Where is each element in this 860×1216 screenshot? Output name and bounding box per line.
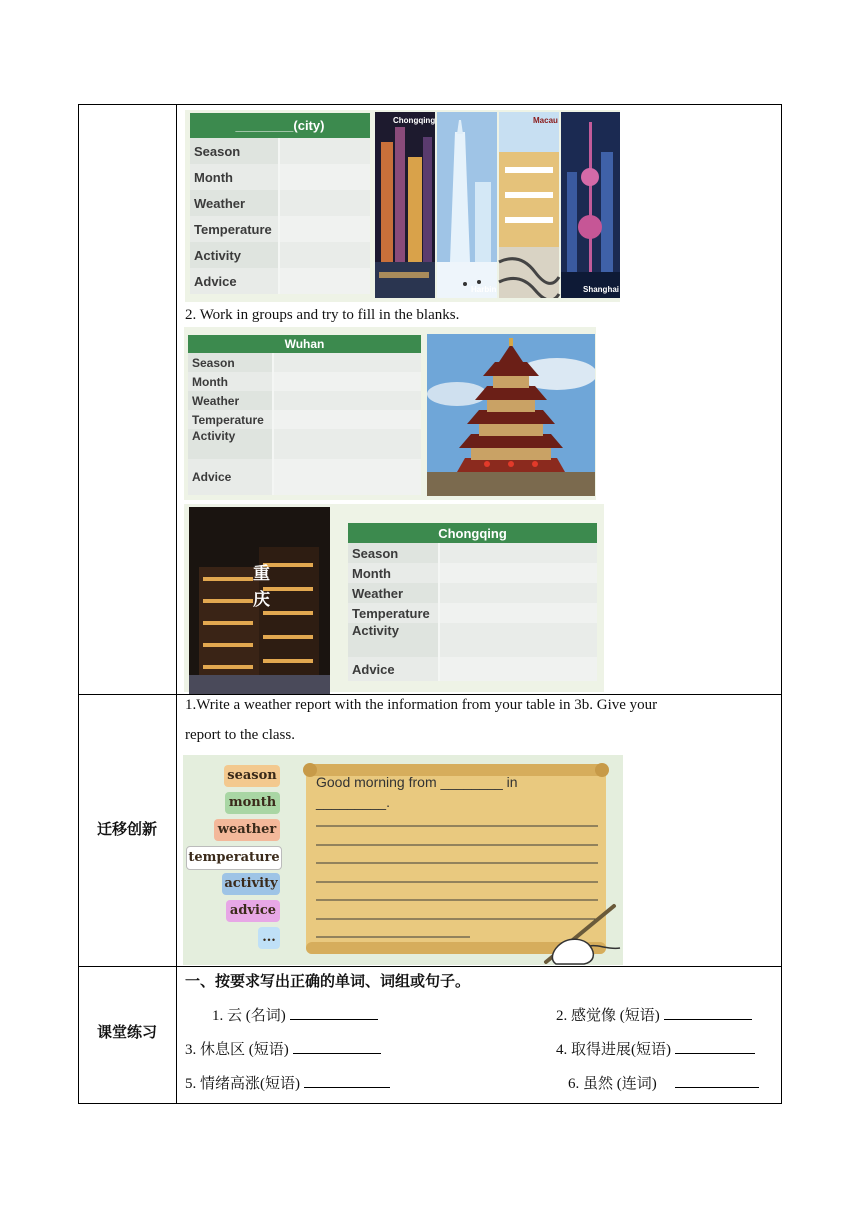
chongqing-night-photo (189, 507, 330, 694)
chongqing-photo (375, 112, 435, 298)
practice-item-3 (185, 1038, 381, 1059)
practice-heading: 一、按要求写出正确的单词、词组或句子。 (185, 972, 471, 990)
practice-item-4 (556, 1038, 755, 1059)
photo-label-harbin: Harbin (471, 285, 497, 294)
template-row-label: Temperature (190, 216, 279, 242)
table-border-left (78, 104, 79, 1104)
wuhan-row-label: Season (188, 353, 273, 372)
photo-label-shanghai: Shanghai (583, 285, 620, 294)
scroll-line-2: _________. (316, 794, 390, 810)
template-row-label: Season (190, 138, 279, 164)
city-template-table (190, 113, 370, 294)
chongqing-title: Chongqing (348, 523, 597, 543)
chongqing-table (348, 523, 597, 681)
practice-item-text: 1. 云 (名词) (212, 1008, 286, 1024)
tag-weather: weather (214, 819, 280, 841)
photo-label-chongqing: Chongqing (393, 116, 436, 125)
table-border-bottom (78, 1103, 782, 1104)
city-template-title: ________(city) (190, 113, 370, 138)
shanghai-photo (561, 112, 620, 298)
chongqing-photo-char-1: 重 (253, 564, 270, 584)
practice-item-2 (556, 1004, 752, 1025)
practice-item-1 (212, 1004, 378, 1025)
tag-temperature: temperature (186, 846, 282, 870)
hand-writing-icon (538, 900, 622, 966)
wuhan-row-label: Weather (188, 391, 273, 410)
section-label-practice: 课堂练习 (96, 1023, 157, 1041)
practice-item-text: 5. 情绪高涨(短语) (185, 1076, 300, 1092)
practice-item-6 (568, 1072, 759, 1093)
chongqing-row-label: Weather (348, 583, 439, 603)
practice-item-text: 4. 取得进展(短语) (556, 1042, 671, 1058)
answer-blank[interactable] (290, 1019, 378, 1020)
chongqing-row-label: Advice (348, 657, 439, 681)
answer-blank[interactable] (675, 1087, 759, 1088)
wuhan-title: Wuhan (188, 335, 421, 353)
instruction-group-work: 2. Work in groups and try to fill in the blanks. (185, 307, 460, 323)
transfer-instruction-line1: 1.Write a weather report with the information from your table in 3b. Give your (185, 697, 658, 713)
practice-item-text: 2. 感觉像 (短语) (556, 1008, 660, 1024)
table-border-row2 (78, 966, 782, 967)
chongqing-row-label: Month (348, 563, 439, 583)
template-row-label: Month (190, 164, 279, 190)
chongqing-photo-char-2: 庆 (253, 590, 270, 610)
tag-month: month (225, 792, 280, 814)
transfer-instruction-line2: report to the class. (185, 727, 295, 743)
wuhan-row-label: Activity (188, 429, 273, 459)
tag-more: ... (258, 927, 280, 949)
wuhan-table (188, 335, 421, 495)
tag-advice: advice (226, 900, 280, 922)
chongqing-row-label: Season (348, 543, 439, 563)
chongqing-row-label: Temperature (348, 603, 439, 623)
template-row-label: Activity (190, 242, 279, 268)
chongqing-row-label: Activity (348, 623, 439, 657)
tag-season: season (224, 765, 280, 787)
answer-blank[interactable] (664, 1019, 752, 1020)
section-label-transfer: 迁移创新 (96, 820, 157, 838)
practice-item-text: 3. 休息区 (短语) (185, 1042, 289, 1058)
yellow-crane-tower-photo (427, 334, 595, 496)
practice-item-text: 6. 虽然 (连词) (568, 1076, 657, 1092)
wuhan-row-label: Advice (188, 459, 273, 495)
tag-activity: activity (222, 873, 280, 895)
photo-label-macau: Macau (533, 116, 558, 125)
practice-item-5 (185, 1072, 390, 1093)
macau-photo (499, 112, 559, 298)
wuhan-row-label: Temperature (188, 410, 273, 429)
template-row-label: Weather (190, 190, 279, 216)
wuhan-row-label: Month (188, 372, 273, 391)
scroll-line-1: Good morning from ________ in (316, 774, 518, 790)
answer-blank[interactable] (293, 1053, 381, 1054)
harbin-photo (437, 112, 497, 298)
table-border-top (78, 104, 782, 105)
answer-blank[interactable] (304, 1087, 390, 1088)
answer-blank[interactable] (675, 1053, 755, 1054)
city-photo-strip (375, 112, 620, 298)
table-border-right (781, 104, 782, 1104)
template-row-label: Advice (190, 268, 279, 294)
table-border-mid (176, 104, 177, 1104)
